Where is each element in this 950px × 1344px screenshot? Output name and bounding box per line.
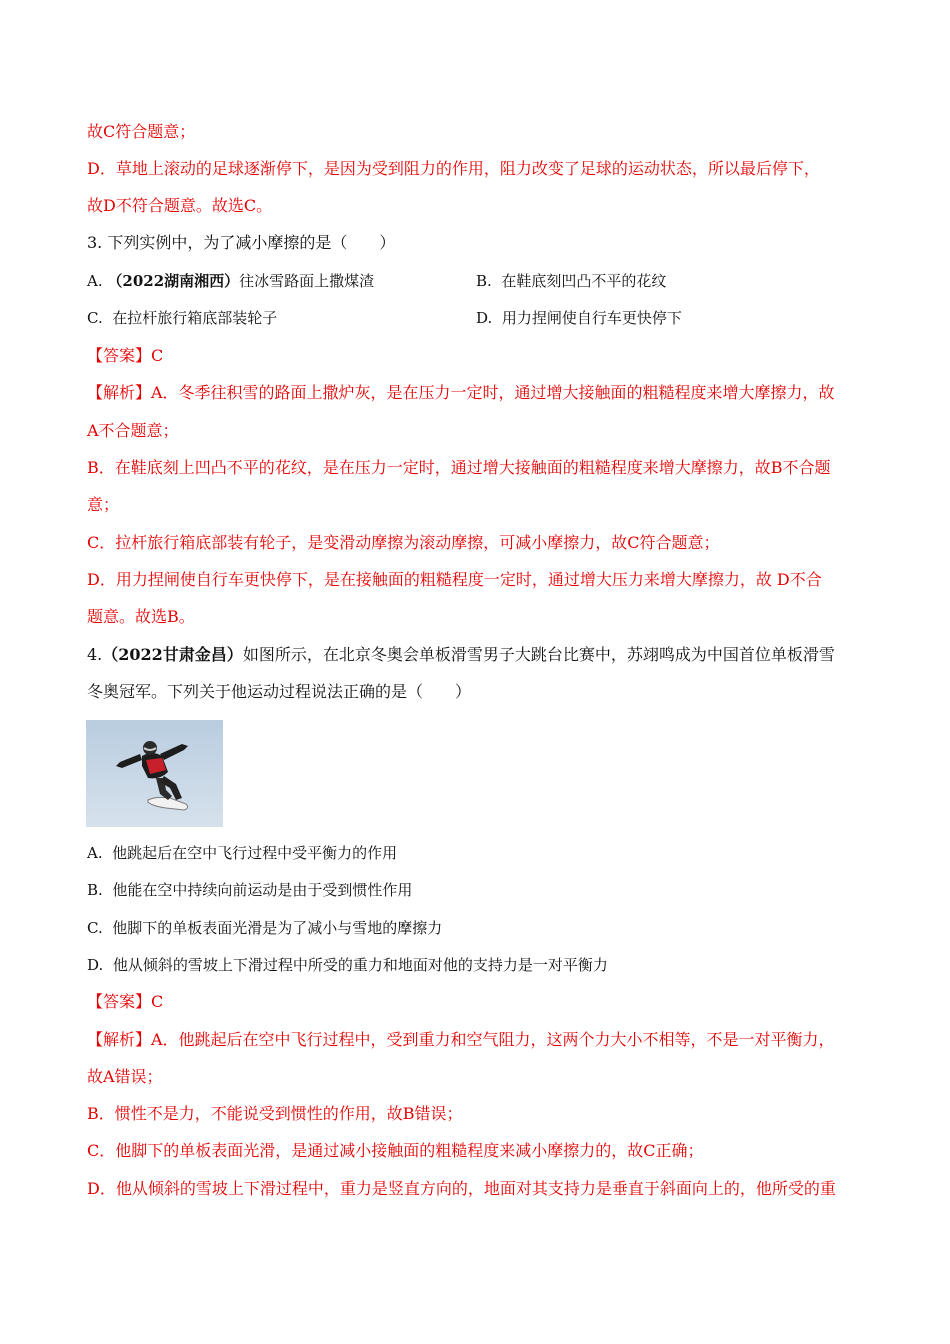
option-label: D. [87,956,104,974]
option-label: B. [476,272,492,290]
option-text: 用力捏闸使自行车更快停下 [501,309,682,327]
q4-analysis-line3: B．惯性不是力，不能说受到惯性的作用，故B错误； [87,1104,463,1123]
q3-analysis-line6: D．用力捏闸使自行车更快停下，是在接触面的粗糙程度一定时，通过增大压力来增大摩擦力，故 D不合 [87,570,822,589]
q3-answer: 【答案】C [87,346,164,365]
option-text: 他从倾斜的雪坡上下滑过程中所受的重力和地面对他的支持力是一对平衡力 [112,956,608,974]
option-text: 在鞋底刻凹凸不平的花纹 [501,272,667,290]
q4-number: 4. [87,645,103,664]
q4-stem-text: 如图所示，在北京冬奥会单板滑雪男子大跳台比赛中，苏翊鸣成为中国首位单板滑雪 [242,645,835,664]
option-label: C. [87,919,103,937]
q3-analysis-line3: B．在鞋底刻上凹凸不平的花纹，是在压力一定时，通过增大接触面的粗糙程度来增大摩擦力，故B不合题 [87,458,831,477]
q3-analysis-line4: 意； [87,495,120,514]
source-tag: （2022湖南湘西） [107,272,240,290]
option-label: A. [87,272,103,290]
q4-option-b [87,879,412,901]
q3-option-b [476,270,666,292]
q2-c-conclusion: 故C符合题意； [87,122,196,141]
q4-answer: 【答案】C [87,992,164,1011]
option-label: C. [87,309,103,327]
q4-option-d [87,954,608,976]
q3-option-a [87,270,374,292]
q4-analysis-line1: 【解析】A．他跳起后在空中飞行过程中，受到重力和空气阻力，这两个力大小不相等，不是一对平衡力， [87,1030,835,1049]
option-label: A. [87,844,103,862]
q4-analysis-line5: D．他从倾斜的雪坡上下滑过程中，重力是竖直方向的，地面对其支持力是垂直于斜面向上的，他所受的重 [87,1179,836,1198]
q4-option-c [87,917,442,939]
snowboarder-illustration [86,720,223,827]
q4-source-tag: （2022甘肃金昌） [102,645,243,664]
q3-stem: 3. 下列实例中，为了减小摩擦的是（ ） [87,233,396,252]
q4-analysis-line2: 故A错误； [87,1067,163,1086]
q4-stem-line2: 冬奥冠军。下列关于他运动过程说法正确的是（ ） [87,682,472,701]
option-text: 他脚下的单板表面光滑是为了减小与雪地的摩擦力 [112,919,443,937]
q4-option-a [87,842,397,864]
snowboarder-photo [86,720,223,827]
q4-stem-line1 [87,644,867,666]
q4-analysis-line4: C．他脚下的单板表面光滑，是通过减小接触面的粗糙程度来减小摩擦力的，故C正确； [87,1141,704,1160]
q3-analysis-line1: 【解析】A．冬季往积雪的路面上撒炉灰，是在压力一定时，通过增大接触面的粗糙程度来增大摩擦力，故 [87,383,835,402]
q3-analysis-line2: A不合题意； [87,421,179,440]
q3-option-c [87,307,277,329]
option-text: 他能在空中持续向前运动是由于受到惯性作用 [112,881,413,899]
q2-d-analysis-line1: D．草地上滚动的足球逐渐停下，是因为受到阻力的作用，阻力改变了足球的运动状态，所以最后停下， [87,159,820,178]
option-text: 在拉杆旅行箱底部装轮子 [112,309,278,327]
q3-analysis-line7: 题意。故选B。 [87,607,195,626]
option-text: 往冰雪路面上撒煤渣 [239,272,375,290]
q2-d-analysis-line2: 故D不符合题意。故选C。 [87,196,273,215]
option-label: D. [476,309,493,327]
option-text: 他跳起后在空中飞行过程中受平衡力的作用 [112,844,398,862]
option-label: B. [87,881,103,899]
q3-option-d [476,307,682,329]
q3-analysis-line5: C．拉杆旅行箱底部装有轮子，是变滑动摩擦为滚动摩擦，可减小摩擦力，故C符合题意； [87,533,720,552]
